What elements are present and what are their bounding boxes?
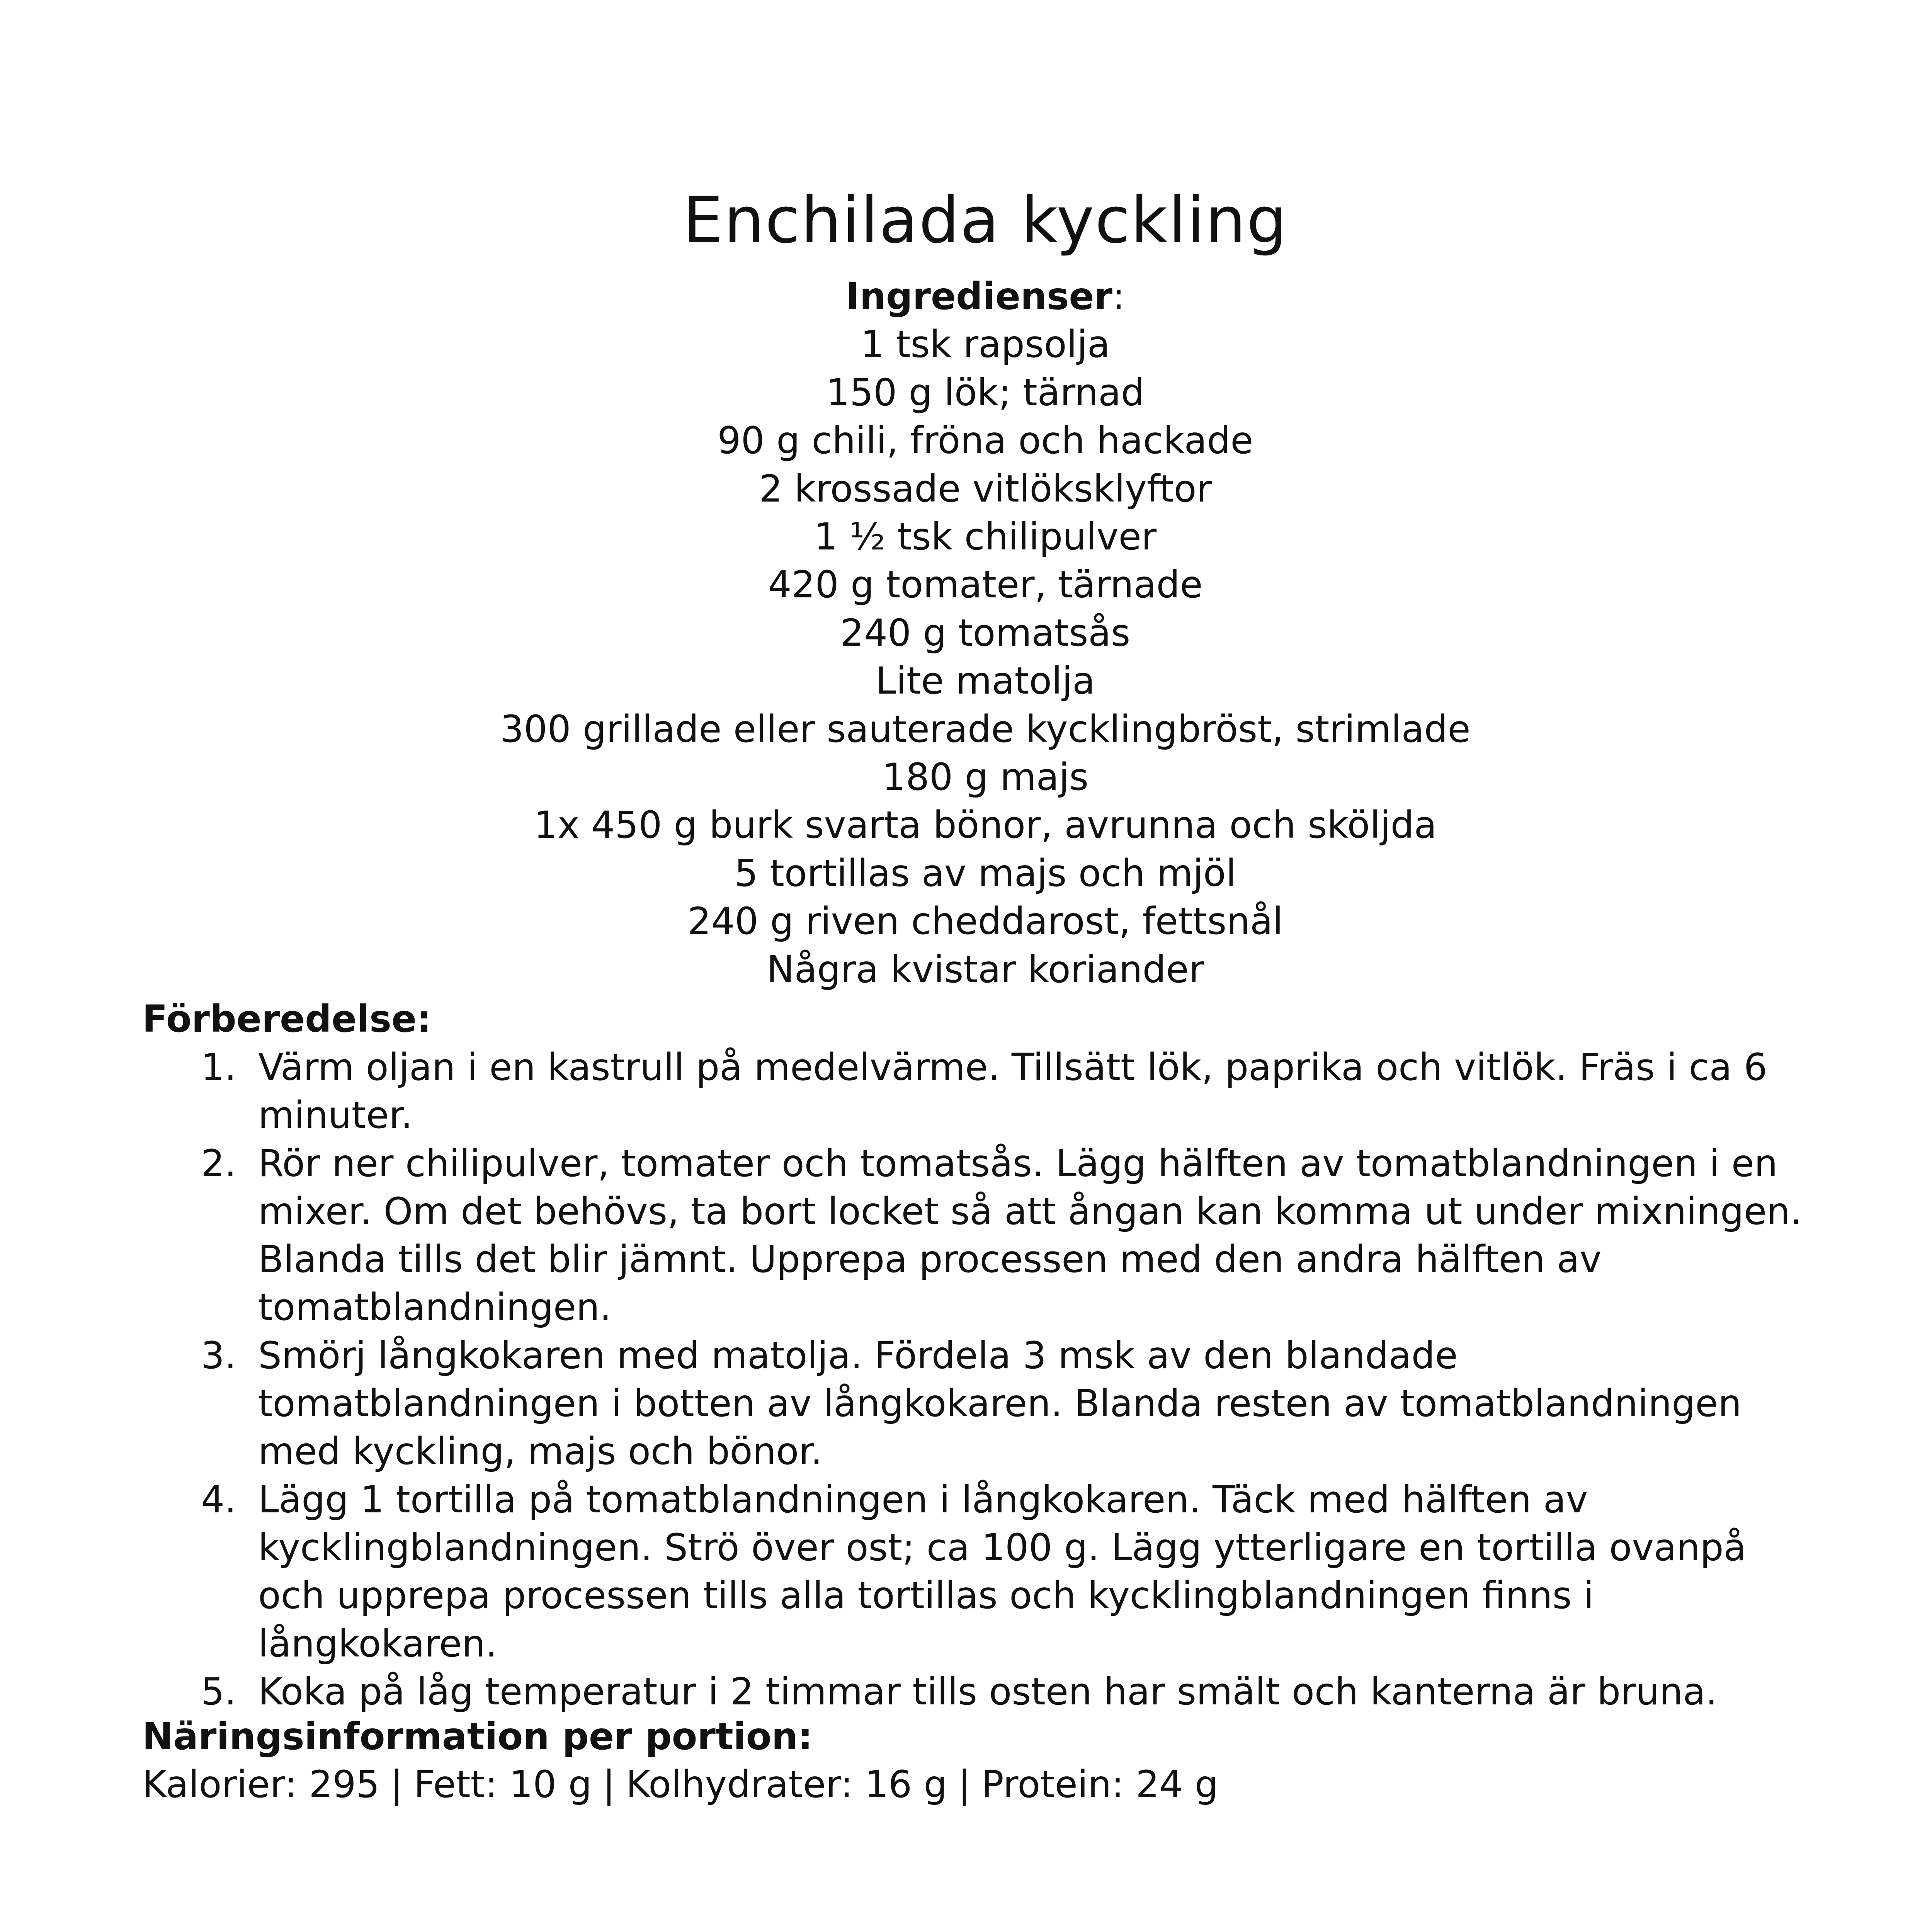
step-number: 1.: [201, 1046, 236, 1089]
step-text: Koka på låg temperatur i 2 timmar tills osten har smält och kanterna är bruna.: [258, 1670, 1718, 1713]
ingredient-item: 90 g chili, fröna och hackade: [717, 419, 1253, 463]
ingredient-item: Lite matolja: [875, 659, 1095, 703]
ingredients-section: [0, 272, 1932, 993]
preparation-heading: Förberedelse:: [142, 997, 432, 1041]
ingredient-item: 240 g riven cheddarost, fettsnål: [687, 900, 1283, 943]
step-text: Smörj långkokaren med matolja. Fördela 3 msk av den blandade tomatblandningen i botten av långkokaren. Blanda resten av tomatblandningen med kyckling, majs och bönor.: [258, 1333, 1742, 1473]
preparation-step: [142, 1476, 1804, 1668]
separator: |: [390, 1763, 403, 1806]
protein-value: Protein: 24 g: [981, 1763, 1218, 1806]
ingredients-list: [0, 320, 1932, 993]
step-text: Lägg 1 tortilla på tomatblandningen i långkokaren. Täck med hälften av kycklingblandningen. Strö över ost; ca 100 g. Lägg ytterligare en tortilla ovanpå och upprepa processen tills alla tortillas och kycklingblandningen finns i långkokaren.: [258, 1478, 1747, 1665]
ingredient-item: 1 ½ tsk chilipulver: [814, 515, 1157, 559]
preparation-step: [142, 1668, 1804, 1716]
ingredient-item: 180 g majs: [882, 755, 1089, 799]
calories-value: Kalorier: 295: [142, 1763, 380, 1806]
step-number: 2.: [201, 1141, 236, 1185]
preparation-step: [142, 1043, 1804, 1139]
step-number: 4.: [201, 1478, 236, 1521]
nutrition-heading: Näringsinformation per portion:: [142, 1715, 813, 1758]
step-number: 5.: [201, 1670, 236, 1713]
separator: |: [958, 1763, 971, 1806]
separator: |: [602, 1763, 616, 1806]
carbohydrates-value: Kolhydrater: 16 g: [626, 1763, 947, 1806]
ingredient-item: 1x 450 g burk svarta bönor, avrunna och sköljda: [534, 803, 1437, 847]
ingredient-item: 5 tortillas av majs och mjöl: [734, 851, 1236, 895]
fat-value: Fett: 10 g: [413, 1763, 592, 1806]
ingredients-heading: Ingredienser:: [845, 275, 1125, 318]
step-text: Värm oljan i en kastrull på medelvärme. Tillsätt lök, paprika och vitlök. Fräs i ca 6 minuter.: [258, 1046, 1767, 1137]
ingredient-item: 300 grillade eller sauterade kycklingbröst, strimlade: [500, 707, 1471, 751]
ingredient-item: 420 g tomater, tärnade: [768, 563, 1203, 607]
preparation-steps: [142, 1043, 1804, 1716]
step-number: 3.: [201, 1333, 236, 1377]
recipe-title: Enchilada kyckling: [683, 183, 1288, 257]
preparation-step: [142, 1139, 1804, 1332]
ingredient-item: 150 g lök; tärnad: [826, 371, 1145, 414]
ingredient-item: 2 krossade vitlöksklyftor: [759, 467, 1212, 510]
ingredient-item: 1 tsk rapsolja: [861, 323, 1110, 366]
step-text: Rör ner chilipulver, tomater och tomatsås. Lägg hälften av tomatblandningen i en mixer. Om det behövs, ta bort locket så att ångan kan komma ut under mixningen. Blanda tills det blir jämnt. Upprepa processen med den andra hälften av tomatblandningen.: [258, 1141, 1802, 1329]
ingredient-item: 240 g tomatsås: [840, 611, 1131, 655]
ingredient-item: Några kvistar koriander: [766, 947, 1204, 991]
preparation-step: [142, 1332, 1804, 1476]
nutrition-values: [142, 1760, 1218, 1808]
